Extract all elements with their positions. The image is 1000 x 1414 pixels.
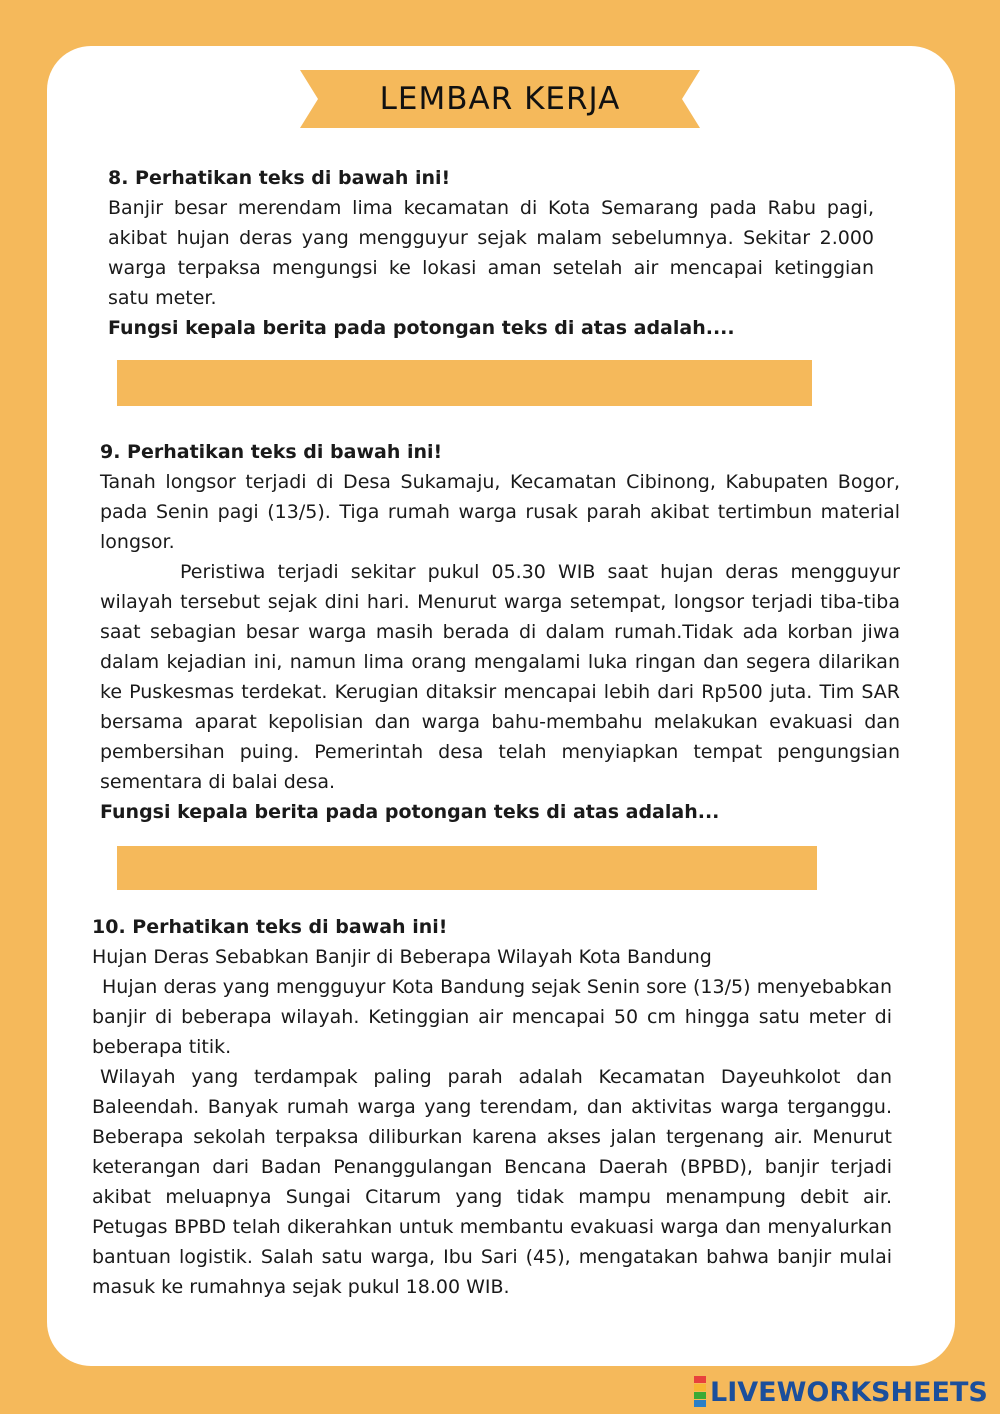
title-banner	[300, 70, 700, 128]
question-9-paragraph-1: Tanah longsor terjadi di Desa Sukamaju, Kecamatan Cibinong, Kabupaten Bogor, pada Senin pagi (13/5). Tiga rumah warga rusak parah akibat tertimbun material longsor.	[100, 471, 900, 553]
question-8-answer-field[interactable]	[117, 360, 812, 406]
question-10	[92, 912, 892, 1302]
logo-block-yellow	[694, 1384, 706, 1391]
question-8-heading: 8. Perhatikan teks di bawah ini!	[108, 167, 451, 189]
question-10-paragraph-1: Hujan deras yang mengguyur Kota Bandung sejak Senin sore (13/5) menyebabkan banjir di beberapa wilayah. Ketinggian air mencapai 50 cm hingga satu meter di beberapa titik.	[92, 976, 892, 1058]
question-10-paragraph-2: Wilayah yang terdampak paling parah adalah Kecamatan Dayeuhkolot dan Baleendah. Banyak rumah warga yang terendam, dan aktivitas warga terganggu. Beberapa sekolah terpaksa diliburkan karena akses jalan tergenang air. Menurut keterangan dari Badan Penanggulangan Bencana Daerah (BPBD), banjir terjadi akibat meluapnya Sungai Citarum yang tidak mampu menampung debit air. Petugas BPBD telah dikerahkan untuk membantu evakuasi warga dan menyalurkan bantuan logistik. Salah satu warga, Ibu Sari (45), mengatakan bahwa banjir mulai masuk ke rumahnya sejak pukul 18.00 WIB.	[92, 1066, 892, 1298]
question-10-heading: 10. Perhatikan teks di bawah ini!	[92, 916, 448, 938]
logo-block-red	[694, 1376, 706, 1383]
logo-block-blue	[694, 1400, 706, 1407]
liveworksheets-logo-icon	[694, 1376, 706, 1408]
question-8-prompt: Fungsi kepala berita pada potongan teks di atas adalah....	[108, 317, 735, 339]
question-9-heading: 9. Perhatikan teks di bawah ini!	[100, 441, 443, 463]
question-9-prompt: Fungsi kepala berita pada potongan teks di atas adalah...	[100, 801, 720, 823]
page-title: LEMBAR KERJA	[379, 81, 621, 117]
liveworksheets-brand-text: LIVEWORKSHEETS	[710, 1376, 988, 1408]
question-9-paragraph-2: Peristiwa terjadi sekitar pukul 05.30 WIB saat hujan deras mengguyur wilayah tersebut sejak dini hari. Menurut warga setempat, longsor terjadi tiba-tiba saat sebagian besar warga masih berada di dalam rumah.Tidak ada korban jiwa dalam kejadian ini, namun lima orang mengalami luka ringan dan segera dilarikan ke Puskesmas terdekat. Kerugian ditaksir mencapai lebih dari Rp500 juta. Tim SAR bersama aparat kepolisian dan warga bahu-membahu melakukan evakuasi dan pembersihan puing. Pemerintah desa telah menyiapkan tempat pengungsian sementara di balai desa.	[100, 561, 900, 793]
logo-block-green	[694, 1392, 706, 1399]
question-10-headline: Hujan Deras Sebabkan Banjir di Beberapa Wilayah Kota Bandung	[92, 946, 712, 968]
question-8-text: Banjir besar merendam lima kecamatan di Kota Semarang pada Rabu pagi, akibat hujan deras yang mengguyur sejak malam sebelumnya. Sekitar 2.000 warga terpaksa mengungsi ke lokasi aman setelah air mencapai ketinggian satu meter.	[108, 197, 874, 309]
question-8	[108, 163, 874, 343]
question-9	[100, 437, 900, 827]
question-9-answer-field[interactable]	[117, 846, 817, 890]
liveworksheets-logo	[694, 1376, 988, 1408]
